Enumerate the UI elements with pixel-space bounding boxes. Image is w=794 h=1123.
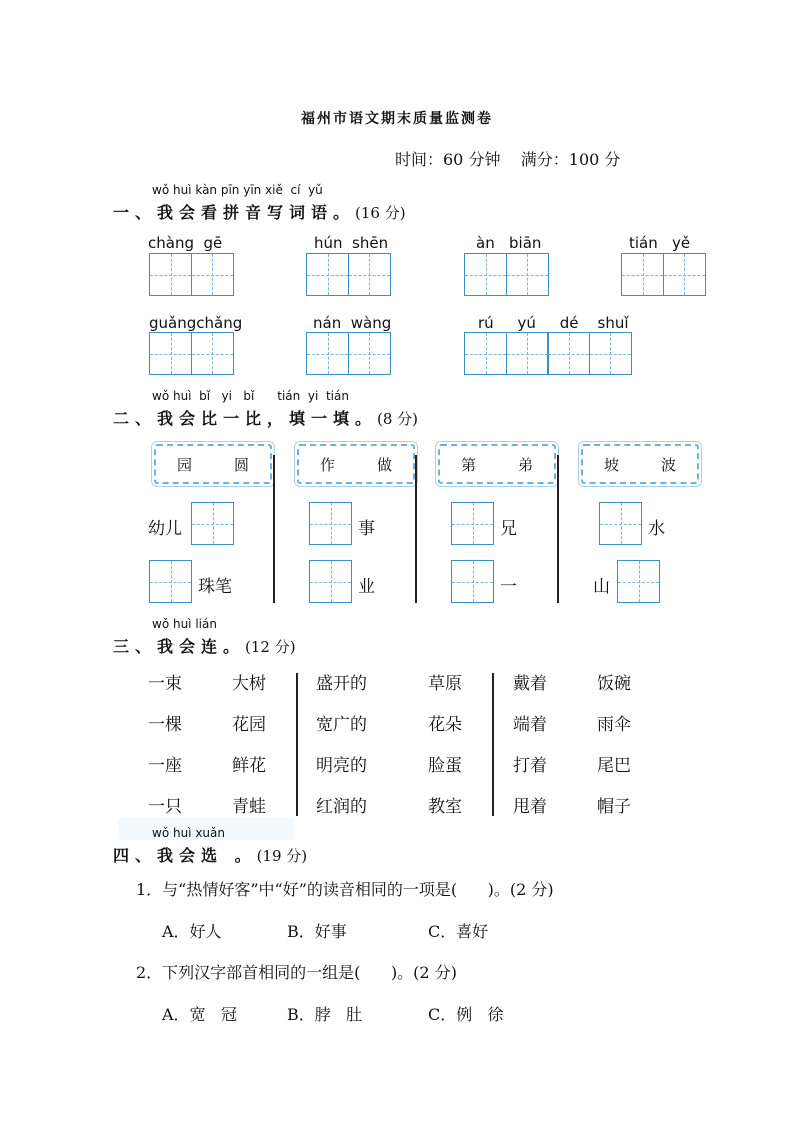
section2-score: (8 分): [377, 410, 419, 428]
word-pinyin: hún shēn: [314, 234, 389, 252]
section1-heading-text: 一、我会看拼音写词语。: [113, 203, 356, 222]
match-word[interactable]: 花园: [232, 715, 266, 735]
char-a: 作: [319, 455, 335, 474]
char-pair-box: [438, 444, 556, 484]
answer-box-group[interactable]: [464, 332, 630, 375]
answer-box-group[interactable]: [306, 253, 389, 296]
column-divider: [273, 455, 275, 603]
page-title: 福州市语文期末质量监测卷: [301, 111, 493, 127]
match-word[interactable]: 尾巴: [597, 756, 631, 776]
section4-score: (19 分): [256, 847, 308, 865]
match-word[interactable]: 青蛙: [232, 797, 266, 817]
char-a: 第: [460, 455, 476, 474]
word-part: 幼儿: [148, 519, 182, 539]
match-word[interactable]: 一座: [148, 756, 182, 776]
char-a: 坡: [603, 455, 619, 474]
match-word[interactable]: 草原: [428, 674, 462, 694]
match-word[interactable]: 一只: [148, 797, 182, 817]
word-part: 事: [358, 519, 375, 539]
word-part: 业: [358, 577, 375, 597]
char-pair-box: [581, 444, 699, 484]
column-divider: [492, 673, 494, 816]
option-b[interactable]: B．好事: [287, 922, 347, 941]
section4-heading: [113, 843, 307, 866]
word-pinyin: chàng gē: [148, 234, 223, 252]
section1-pinyin: wǒ huì kàn pīn yīn xiě cí yǔ: [152, 183, 323, 197]
option-b[interactable]: B．脖 肚: [287, 1005, 363, 1024]
match-word[interactable]: 鲜花: [232, 756, 266, 776]
section1-heading: [113, 200, 406, 223]
word-part: 兄: [500, 519, 517, 539]
match-word[interactable]: 饭碗: [597, 674, 631, 694]
answer-box-group[interactable]: [149, 332, 232, 375]
char-b: 弟: [517, 455, 533, 474]
match-word[interactable]: 打着: [513, 756, 547, 776]
match-word[interactable]: 大树: [232, 674, 266, 694]
word-pinyin: tián yě: [629, 234, 691, 252]
option-c[interactable]: C．喜好: [428, 922, 489, 941]
answer-box[interactable]: [191, 502, 233, 545]
match-word[interactable]: 盛开的: [316, 674, 367, 694]
match-word[interactable]: 教室: [428, 797, 462, 817]
answer-box[interactable]: [599, 502, 641, 545]
section3-score: (12 分): [245, 638, 296, 656]
section2-heading: [113, 406, 418, 429]
time-info: 时间：60 分钟 满分：100 分: [395, 150, 621, 169]
answer-box[interactable]: [451, 502, 493, 545]
section4-heading-text: 四、我会选 。: [113, 846, 257, 865]
word-pinyin: rú yú dé shuǐ: [478, 314, 629, 332]
word-pinyin: nán wàng: [313, 314, 392, 332]
word-part: 水: [648, 519, 665, 539]
match-word[interactable]: 端着: [513, 715, 547, 735]
answer-box[interactable]: [309, 560, 351, 603]
answer-box-group[interactable]: [621, 253, 704, 296]
word-pinyin: àn biān: [476, 234, 542, 252]
column-divider: [296, 673, 298, 816]
section3-heading: [113, 634, 296, 657]
option-a[interactable]: A．宽 冠: [162, 1005, 237, 1024]
answer-box-group[interactable]: [149, 253, 232, 296]
word-pinyin: guǎngchǎng: [149, 314, 243, 332]
answer-box-group[interactable]: [464, 253, 547, 296]
char-b: 波: [660, 455, 676, 474]
section1-score: (16 分): [355, 204, 406, 222]
match-word[interactable]: 雨伞: [597, 715, 631, 735]
match-word[interactable]: 帽子: [597, 797, 631, 817]
column-divider: [415, 455, 417, 603]
match-word[interactable]: 红润的: [316, 797, 367, 817]
answer-box[interactable]: [149, 560, 191, 603]
question-1: 1．与“热情好客”中“好”的读音相同的一项是( )。(2 分): [136, 880, 554, 899]
match-word[interactable]: 戴着: [513, 674, 547, 694]
word-part: 一: [500, 577, 517, 597]
answer-box-group[interactable]: [306, 332, 389, 375]
option-c[interactable]: C．例 徐: [428, 1005, 504, 1024]
column-divider: [557, 455, 559, 603]
match-word[interactable]: 宽广的: [316, 715, 367, 735]
match-word[interactable]: 明亮的: [316, 756, 367, 776]
word-part: 珠笔: [198, 577, 232, 597]
char-a: 园: [176, 455, 192, 474]
section3-pinyin: wǒ huì lián: [152, 617, 217, 631]
char-pair-box: [154, 444, 272, 484]
section3-heading-text: 三、我会连。: [113, 637, 246, 656]
section4-pinyin: wǒ huì xuǎn: [152, 826, 225, 840]
section2-pinyin: wǒ huì bǐ yi bǐ tián yi tián: [152, 389, 349, 403]
char-b: 做: [376, 455, 392, 474]
char-b: 圆: [233, 455, 249, 474]
match-word[interactable]: 一束: [148, 674, 182, 694]
char-pair-box: [297, 444, 415, 484]
answer-box[interactable]: [617, 560, 659, 603]
match-word[interactable]: 脸蛋: [428, 756, 462, 776]
match-word[interactable]: 一棵: [148, 715, 182, 735]
question-2: 2．下列汉字部首相同的一组是( )。(2 分): [136, 963, 457, 982]
answer-box[interactable]: [309, 502, 351, 545]
match-word[interactable]: 花朵: [428, 715, 462, 735]
answer-box[interactable]: [451, 560, 493, 603]
option-a[interactable]: A．好人: [162, 922, 222, 941]
word-part: 山: [593, 577, 610, 597]
match-word[interactable]: 甩着: [513, 797, 547, 817]
section2-heading-text: 二、我会比一比，填一填。: [113, 409, 378, 428]
